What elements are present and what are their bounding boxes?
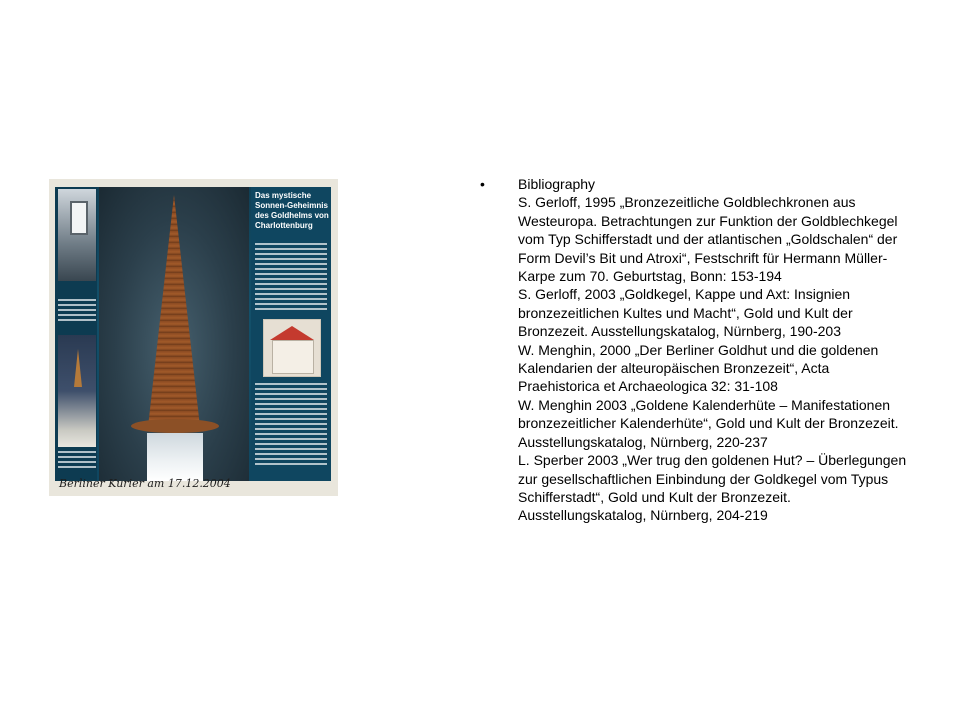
bibliography-entry: S. Gerloff, 2003 „Goldkegel, Kappe und Axt: Insignien bronzezeitlichen Kultes und Macht“, Gold und Kult der Bronzezeit. Ausstellungskatalog, Nürnberg, 190-203 bbox=[518, 286, 853, 340]
clipping-caption bbox=[58, 299, 96, 329]
bibliography-entry: W. Menghin 2003 „Goldene Kalenderhüte – Manifestationen bronzezeitlicher Kalenderhüte“, Gold und Kult der Bronzezeit. Ausstellungskatalog, Nürnberg, 220-237 bbox=[518, 396, 899, 450]
clipping-page bbox=[55, 187, 331, 481]
bibliography-entry: L. Sperber 2003 „Wer trug den goldenen Hut? – Überlegungen zur gesellschaftlichen Einbindung der Goldkegel vom Typus Schifferstadt“, Gold und Kult der Bronzezeit. Ausstellungskatalog, Nürnberg, 204-219 bbox=[518, 452, 907, 524]
bibliography-heading: Bibliography bbox=[518, 176, 596, 192]
display-pedestal bbox=[147, 433, 203, 481]
window-photo bbox=[58, 189, 96, 281]
bibliography-entry: S. Gerloff, 1995 „Bronzezeitliche Goldblechkronen aus Westeuropa. Betrachtungen zur Funktion der Goldblechkegel vom Typ Schifferstadt und der atlantischen „Goldschalen“ der Form Devil’s Bit und Atroxi“, Festschrift für Hermann Müller-Karpe zum 70. Geburtstag, Bonn: 153-194 bbox=[518, 194, 898, 285]
palace-photo bbox=[263, 319, 321, 377]
clipping-left-column bbox=[55, 187, 97, 481]
clipping-caption bbox=[58, 451, 96, 475]
bibliography-entry: W. Menghin, 2000 „Der Berliner Goldhut und die goldenen Kalendarien der alteuropäischen Bronzezeit“, Acta Praehistorica et Archaeologica 32: 31-108 bbox=[518, 341, 879, 395]
clipping-headline: Das mystische Sonnen-Geheimnis des Goldhelms von Charlottenburg bbox=[255, 191, 329, 230]
clipping-article-text bbox=[255, 243, 327, 313]
clipping-article-text bbox=[255, 383, 327, 473]
gold-hat-brim bbox=[131, 419, 219, 433]
bibliography-body bbox=[518, 175, 910, 525]
newspaper-clipping-image bbox=[49, 179, 338, 496]
handwritten-signature: Berliner Kurier am 17.12.2004 bbox=[59, 477, 231, 490]
gold-hat-cone bbox=[148, 195, 200, 427]
bullet-icon: • bbox=[480, 176, 485, 192]
clipping-right-column bbox=[251, 187, 331, 481]
gold-hat-photo bbox=[99, 187, 249, 481]
museum-display-photo bbox=[58, 335, 96, 447]
